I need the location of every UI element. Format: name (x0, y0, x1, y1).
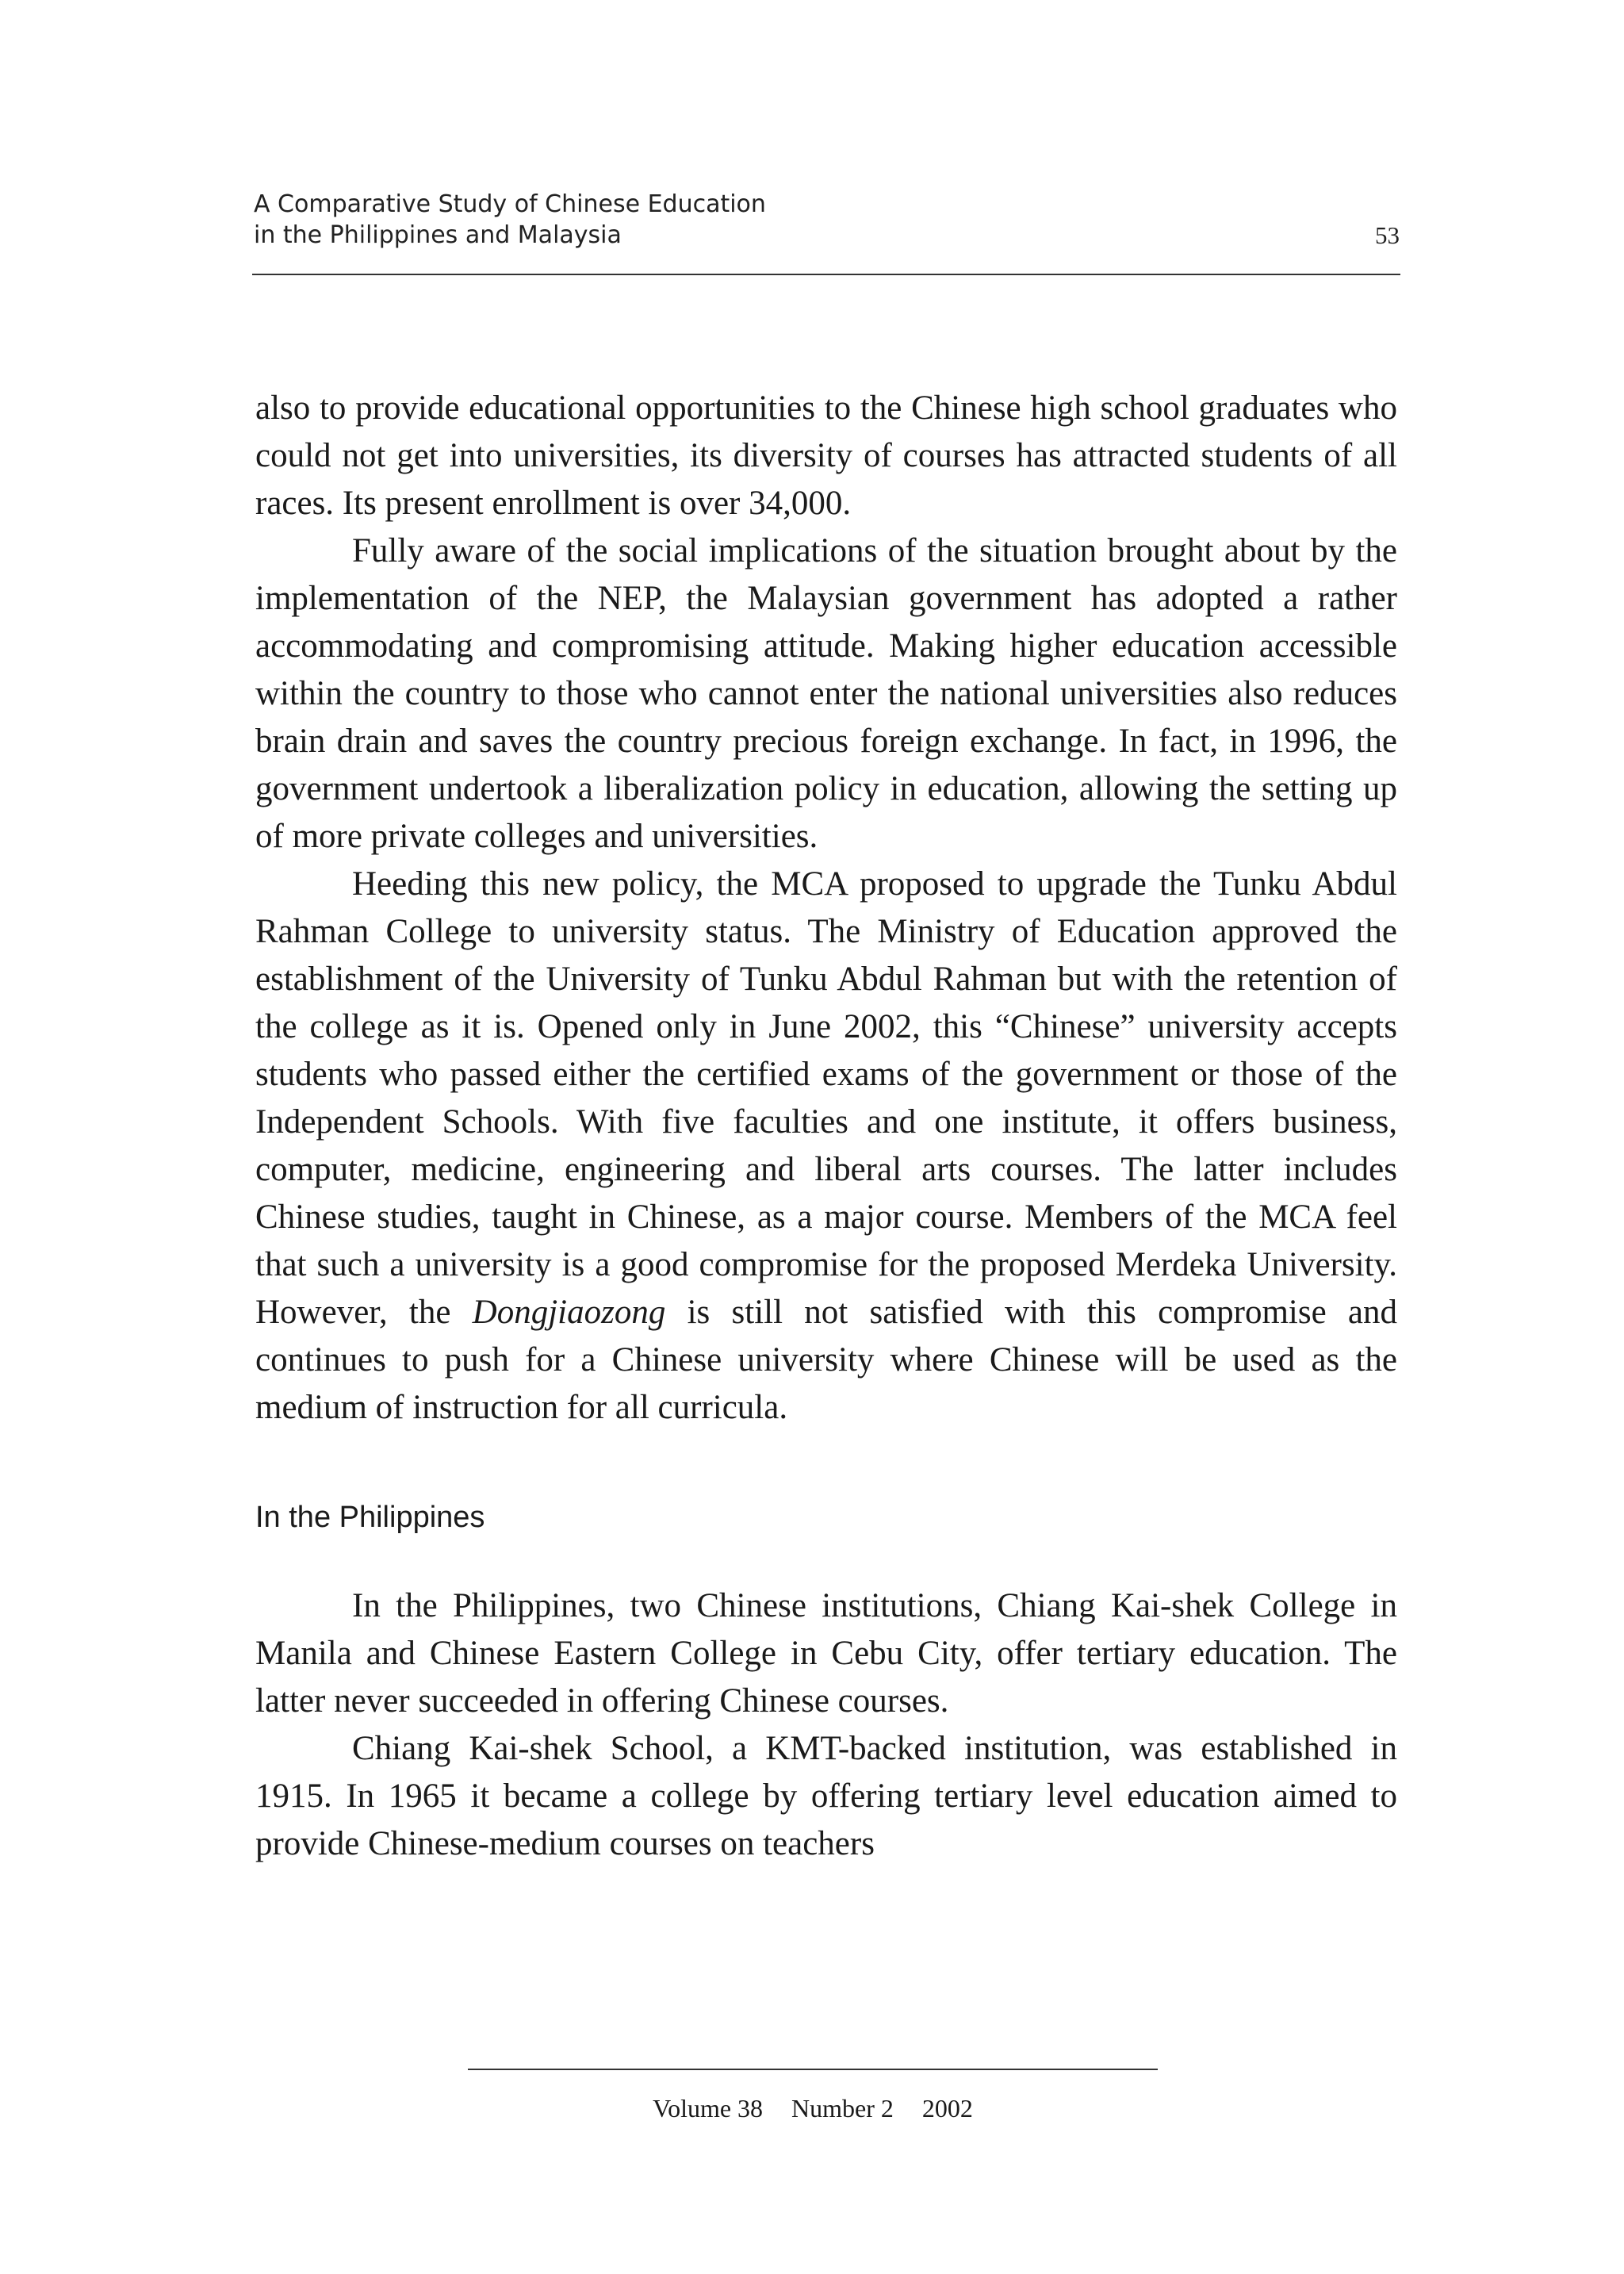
paragraphs-before-heading (255, 385, 1397, 1432)
running-head (254, 189, 1400, 251)
section-heading: In the Philippines (255, 1501, 485, 1534)
footer-year: 2002 (921, 2094, 973, 2123)
footer-number: Number 2 (791, 2094, 894, 2123)
footer-rule (468, 2069, 1158, 2070)
footer (468, 2092, 1158, 2124)
footer-volume: Volume 38 (653, 2094, 764, 2123)
paragraph-text: also to provide educational opportunities to the Chinese high school graduates who could not get into universities, its diversity of courses has attracted students of all races. Its present enrollment is over 34,000. (255, 389, 1397, 522)
running-head-title-line2: in the Philippines and Malaysia (254, 221, 622, 249)
paragraph (255, 861, 1397, 1432)
paragraphs-after-heading (255, 1582, 1397, 1868)
italic-term: Dongjiaozong (472, 1294, 666, 1331)
paragraph-text: is still not satisfied with this compromise and continues to push for a Chinese university where Chinese will be used as the medium of instruction for all curricula. (255, 1294, 1397, 1426)
paragraph-text: Heeding this new policy, the MCA proposed to upgrade the Tunku Abdul Rahman College to university status. The Ministry of Education approved the establishment of the University of Tunku Abdul Rahman but with the retention of the college as it is. Opened only in June 2002, this “Chinese” university accepts students who passed either the certified exams of the government or those of the Independent Schools. With five faculties and one institute, it offers business, computer, medicine, engineering and liberal arts courses. The latter includes Chinese studies, taught in Chinese, as a major course. Members of the MCA feel that such a university is a good compromise for the proposed Merdeka University. However, the (255, 865, 1397, 1331)
paragraph (255, 527, 1397, 861)
header-rule (252, 274, 1400, 275)
paragraph-text: Chiang Kai-shek School, a KMT-backed institution, was established in 1915. In 1965 it became a college by offering tertiary level education aimed to provide Chinese-medium courses on teachers (255, 1730, 1397, 1862)
running-head-title-line1: A Comparative Study of Chinese Education (254, 190, 766, 218)
paragraph-text: In the Philippines, two Chinese institutions, Chiang Kai-shek College in Manila and Chinese Eastern College in Cebu City, offer tertiary education. The latter never succeeded in offering Chinese courses. (255, 1587, 1397, 1720)
paragraph (255, 385, 1397, 527)
page-number: 53 (1375, 221, 1400, 249)
paragraph (255, 1725, 1397, 1868)
article-body (255, 385, 1397, 1868)
paragraph-text: Fully aware of the social implications of the situation brought about by the implementation of the NEP, the Malaysian government has adopted a rather accommodating and compromising attitude. Making higher education accessible within the country to those who cannot enter the national universities also reduces brain drain and saves the country precious foreign exchange. In fact, in 1996, the government undertook a liberalization policy in education, allowing the setting up of more private colleges and universities. (255, 532, 1397, 855)
paragraph (255, 1582, 1397, 1725)
